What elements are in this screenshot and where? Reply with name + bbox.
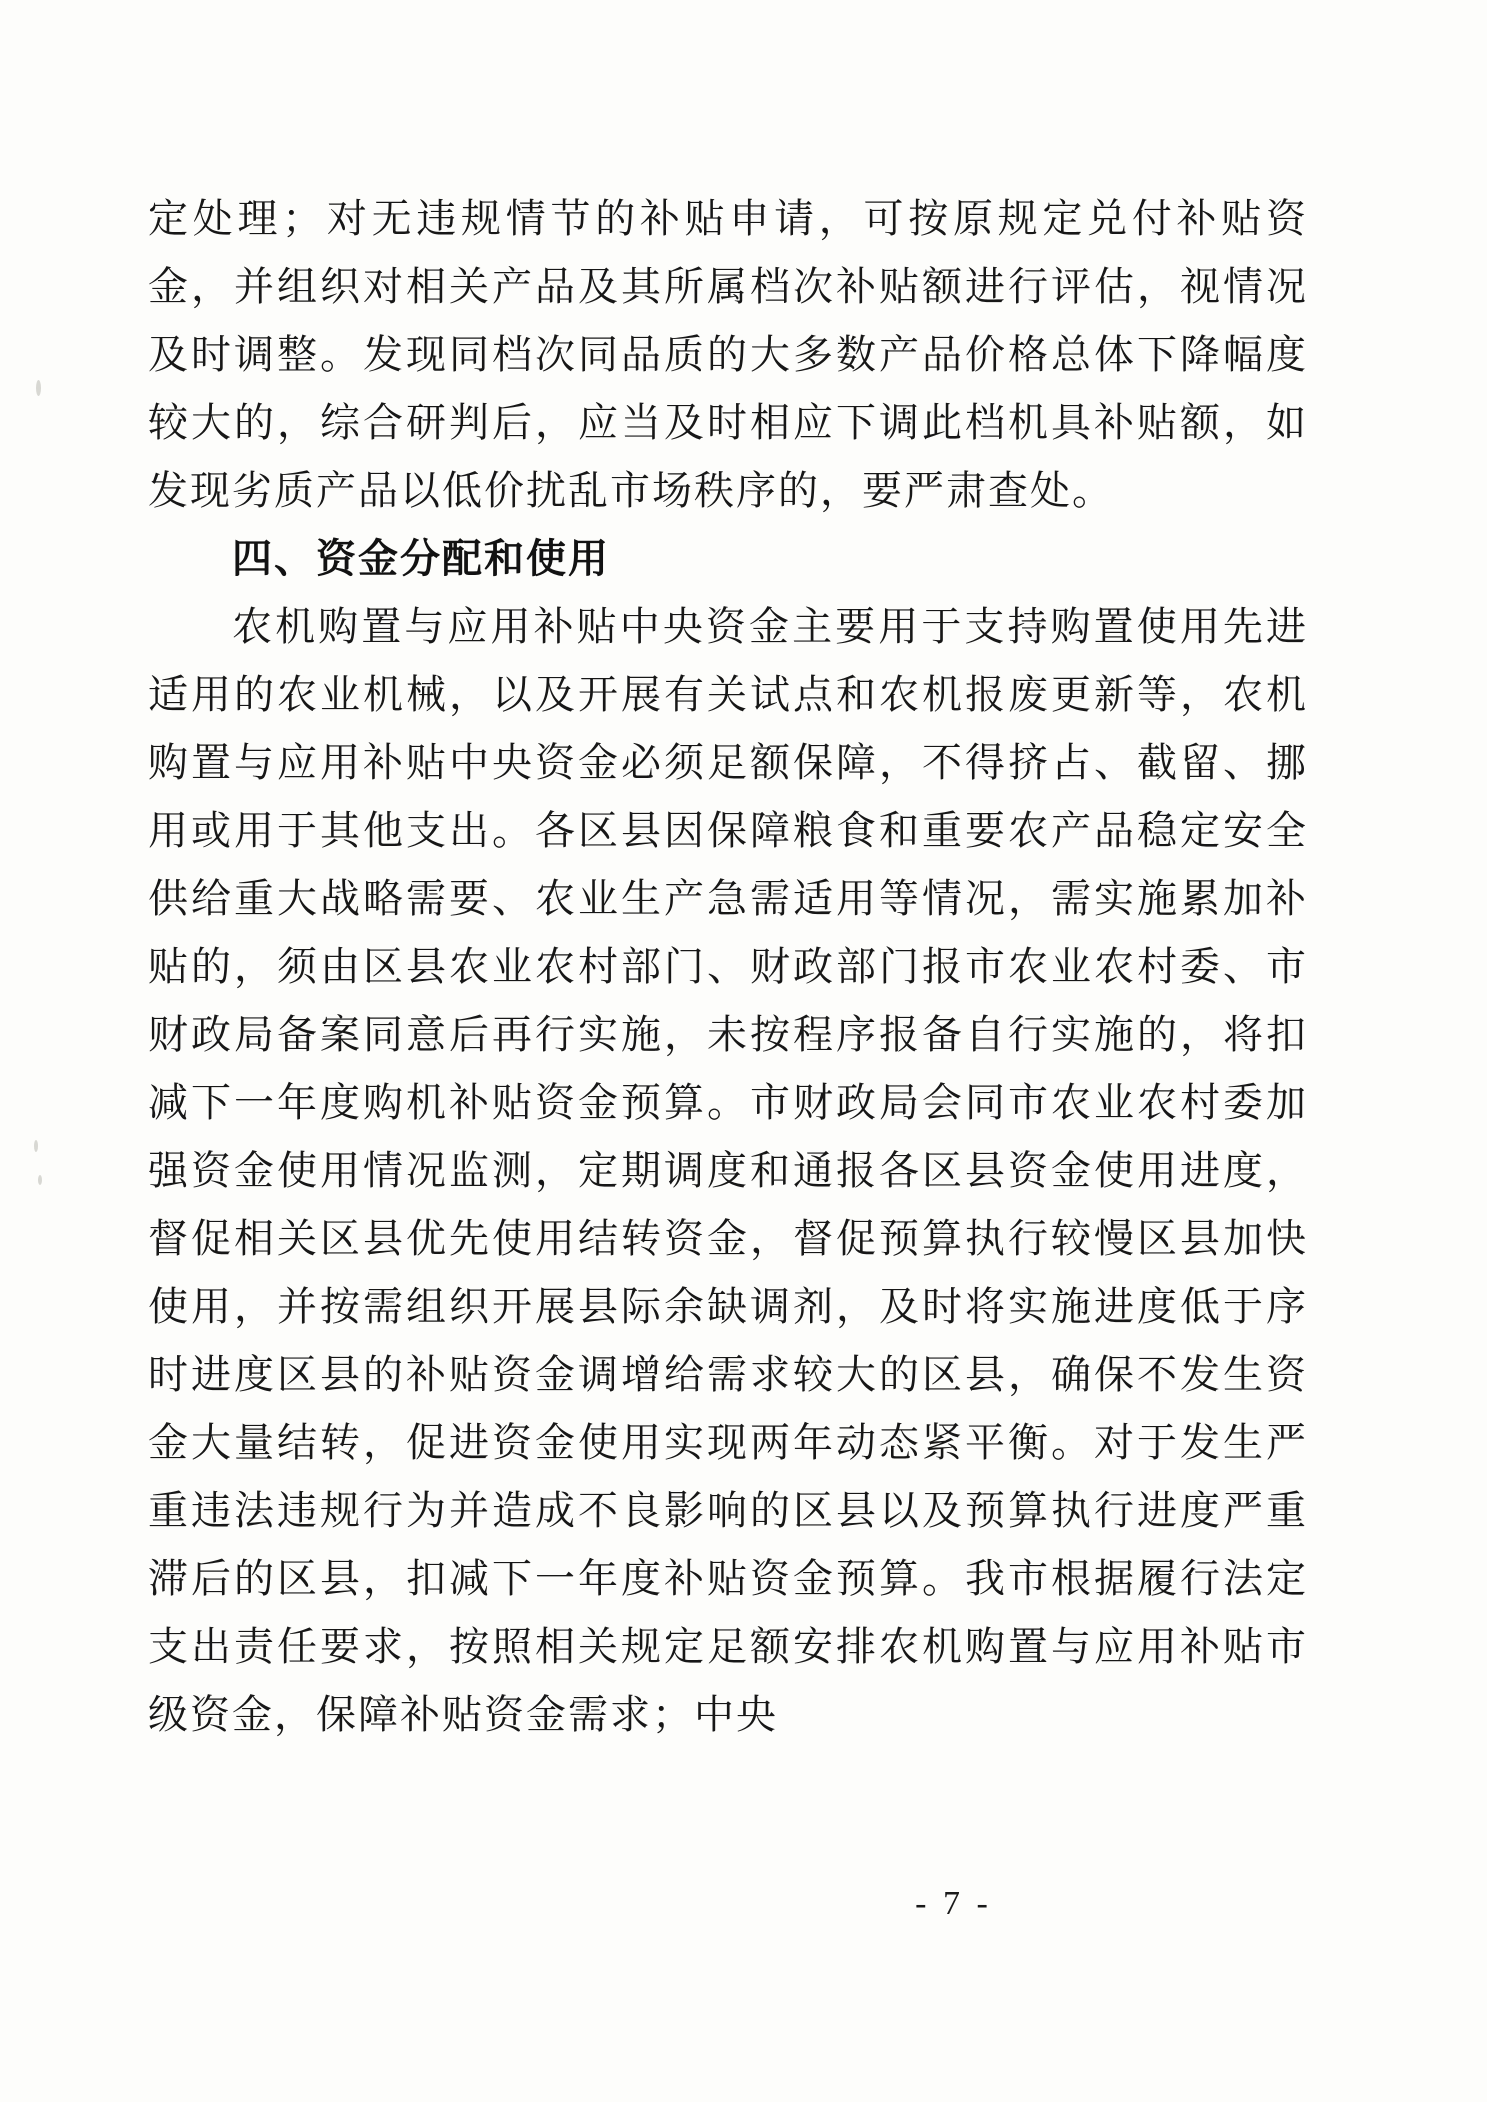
document-body bbox=[148, 185, 1308, 1749]
paragraph-1: 定处理；对无违规情节的补贴申请，可按原规定兑付补贴资金，并组织对相关产品及其所属档次补贴额进行评估，视情况及时调整。发现同档次同品质的大多数产品价格总体下降幅度较大的，综合研判后，应当及时相应下调此档机具补贴额，如发现劣质产品以低价扰乱市场秩序的，要严肃查处。 bbox=[148, 196, 1308, 513]
page-number bbox=[0, 1885, 1487, 1923]
scan-speck bbox=[36, 380, 41, 396]
section-heading-4: 四、资金分配和使用 bbox=[232, 536, 610, 581]
page-number-text: - 7 - bbox=[915, 1885, 992, 1922]
paragraph-2: 农机购置与应用补贴中央资金主要用于支持购置使用先进适用的农业机械，以及开展有关试点和农机报废更新等，农机购置与应用补贴中央资金必须足额保障，不得挤占、截留、挪用或用于其他支出。各区县因保障粮食和重要农产品稳定安全供给重大战略需要、农业生产急需适用等情况，需实施累加补贴的，须由区县农业农村部门、财政部门报市农业农村委、市财政局备案同意后再行实施，未按程序报备自行实施的，将扣减下一年度购机补贴资金预算。市财政局会同市农业农村委加强资金使用情况监测，定期调度和通报各区县资金使用进度，督促相关区县优先使用结转资金，督促预算执行较慢区县加快使用，并按需组织开展县际余缺调剂，及时将实施进度低于序时进度区县的补贴资金调增给需求较大的区县，确保不发生资金大量结转，促进资金使用实现两年动态紧平衡。对于发生严重违法违规行为并造成不良影响的区县以及预算执行进度严重滞后的区县，扣减下一年度补贴资金预算。我市根据履行法定支出责任要求，按照相关规定足额安排农机购置与应用补贴市级资金，保障补贴资金需求；中央 bbox=[148, 604, 1308, 1737]
scan-speck bbox=[38, 1175, 42, 1185]
scan-speck bbox=[34, 1140, 38, 1152]
